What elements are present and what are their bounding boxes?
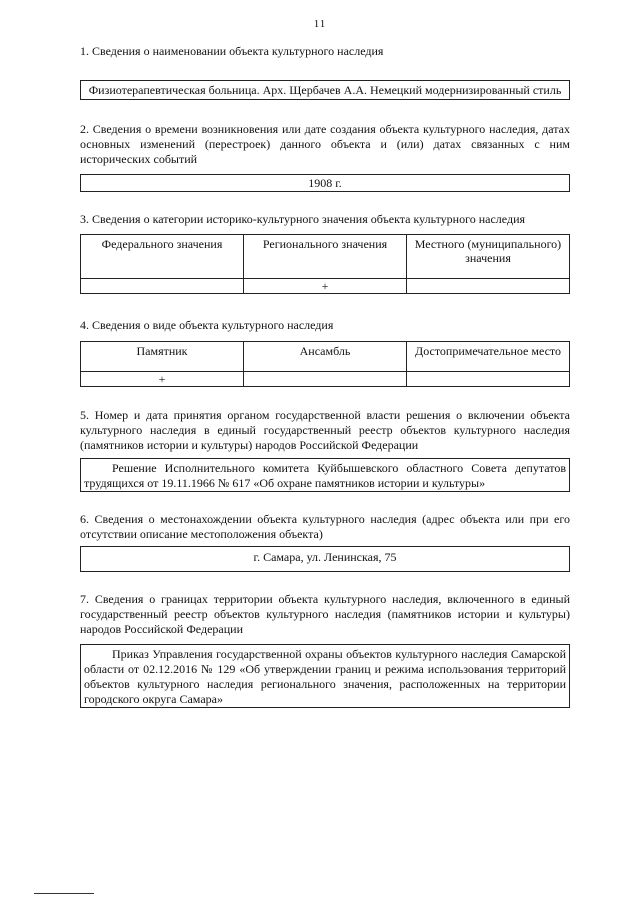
creation-date-value: 1908 г.	[308, 176, 342, 190]
type-col-landmark: Достопримечательное место	[407, 342, 570, 372]
type-mark-row	[81, 372, 570, 387]
category-table	[80, 234, 570, 294]
boundaries-order-box	[80, 644, 570, 708]
type-col-monument: Памятник	[81, 342, 244, 372]
registry-decision-box	[80, 458, 570, 492]
category-mark-row	[81, 279, 570, 294]
object-name-value: Физиотерапевтическая больница. Арх. Щербачев А.А. Немецкий модернизированный стиль	[88, 83, 562, 97]
type-header-row	[81, 342, 570, 372]
type-table	[80, 341, 570, 387]
category-col-federal: Федерального значения	[81, 235, 244, 279]
footer-line	[34, 893, 94, 894]
address-box	[80, 546, 570, 572]
type-col-ensemble: Ансамбль	[244, 342, 407, 372]
section-1-heading: 1. Сведения о наименовании объекта культурного наследия	[80, 44, 384, 58]
category-mark-regional: +	[244, 279, 407, 294]
category-col-regional: Регионального значения	[244, 235, 407, 279]
category-col-local: Местного (муниципального) значения	[407, 235, 570, 279]
section-5-heading: 5. Номер и дата принятия органом государственной власти решения о включении объекта культурного наследия в единый государственный реестр объектов культурного наследия (памятников истории и культуры) народов Российской Федерации	[80, 408, 570, 452]
section-6-heading: 6. Сведения о местонахождении объекта культурного наследия (адрес объекта или при его отсутствии описание местоположения объекта)	[80, 512, 570, 541]
section-3-heading: 3. Сведения о категории историко-культурного значения объекта культурного наследия	[80, 212, 526, 226]
type-mark-landmark	[407, 372, 570, 387]
category-mark-local	[407, 279, 570, 294]
boundaries-order-value: Приказ Управления государственной охраны объектов культурного наследия Самарской области от 02.12.2016 № 129 «Об утверждении границ и режима использования территорий объектов культурного наследия регионального значения, расположенных на территории городского округа Самара»	[84, 647, 566, 706]
category-mark-federal	[81, 279, 244, 294]
type-mark-ensemble	[244, 372, 407, 387]
object-name-box	[80, 80, 570, 100]
type-mark-monument: +	[81, 372, 244, 387]
page-number: 11	[313, 18, 327, 30]
section-2-heading: 2. Сведения о времени возникновения или дате создания объекта культурного наследия, датах основных изменений (перестроек) данного объекта и (или) датах связанных с ним исторических событий	[80, 122, 570, 166]
category-header-row	[81, 235, 570, 279]
section-7-heading: 7. Сведения о границах территории объекта культурного наследия, включенного в единый государственный реестр объектов культурного наследия (памятников истории и культуры) народов Российской Федерации	[80, 592, 570, 636]
creation-date-box	[80, 174, 570, 192]
address-value: г. Самара, ул. Ленинская, 75	[253, 550, 397, 564]
registry-decision-value: Решение Исполнительного комитета Куйбышевского областного Совета депутатов трудящихся от 19.11.1966 № 617 «Об охране памятников истории и культуры»	[84, 461, 566, 490]
section-4-heading: 4. Сведения о виде объекта культурного наследия	[80, 318, 334, 332]
